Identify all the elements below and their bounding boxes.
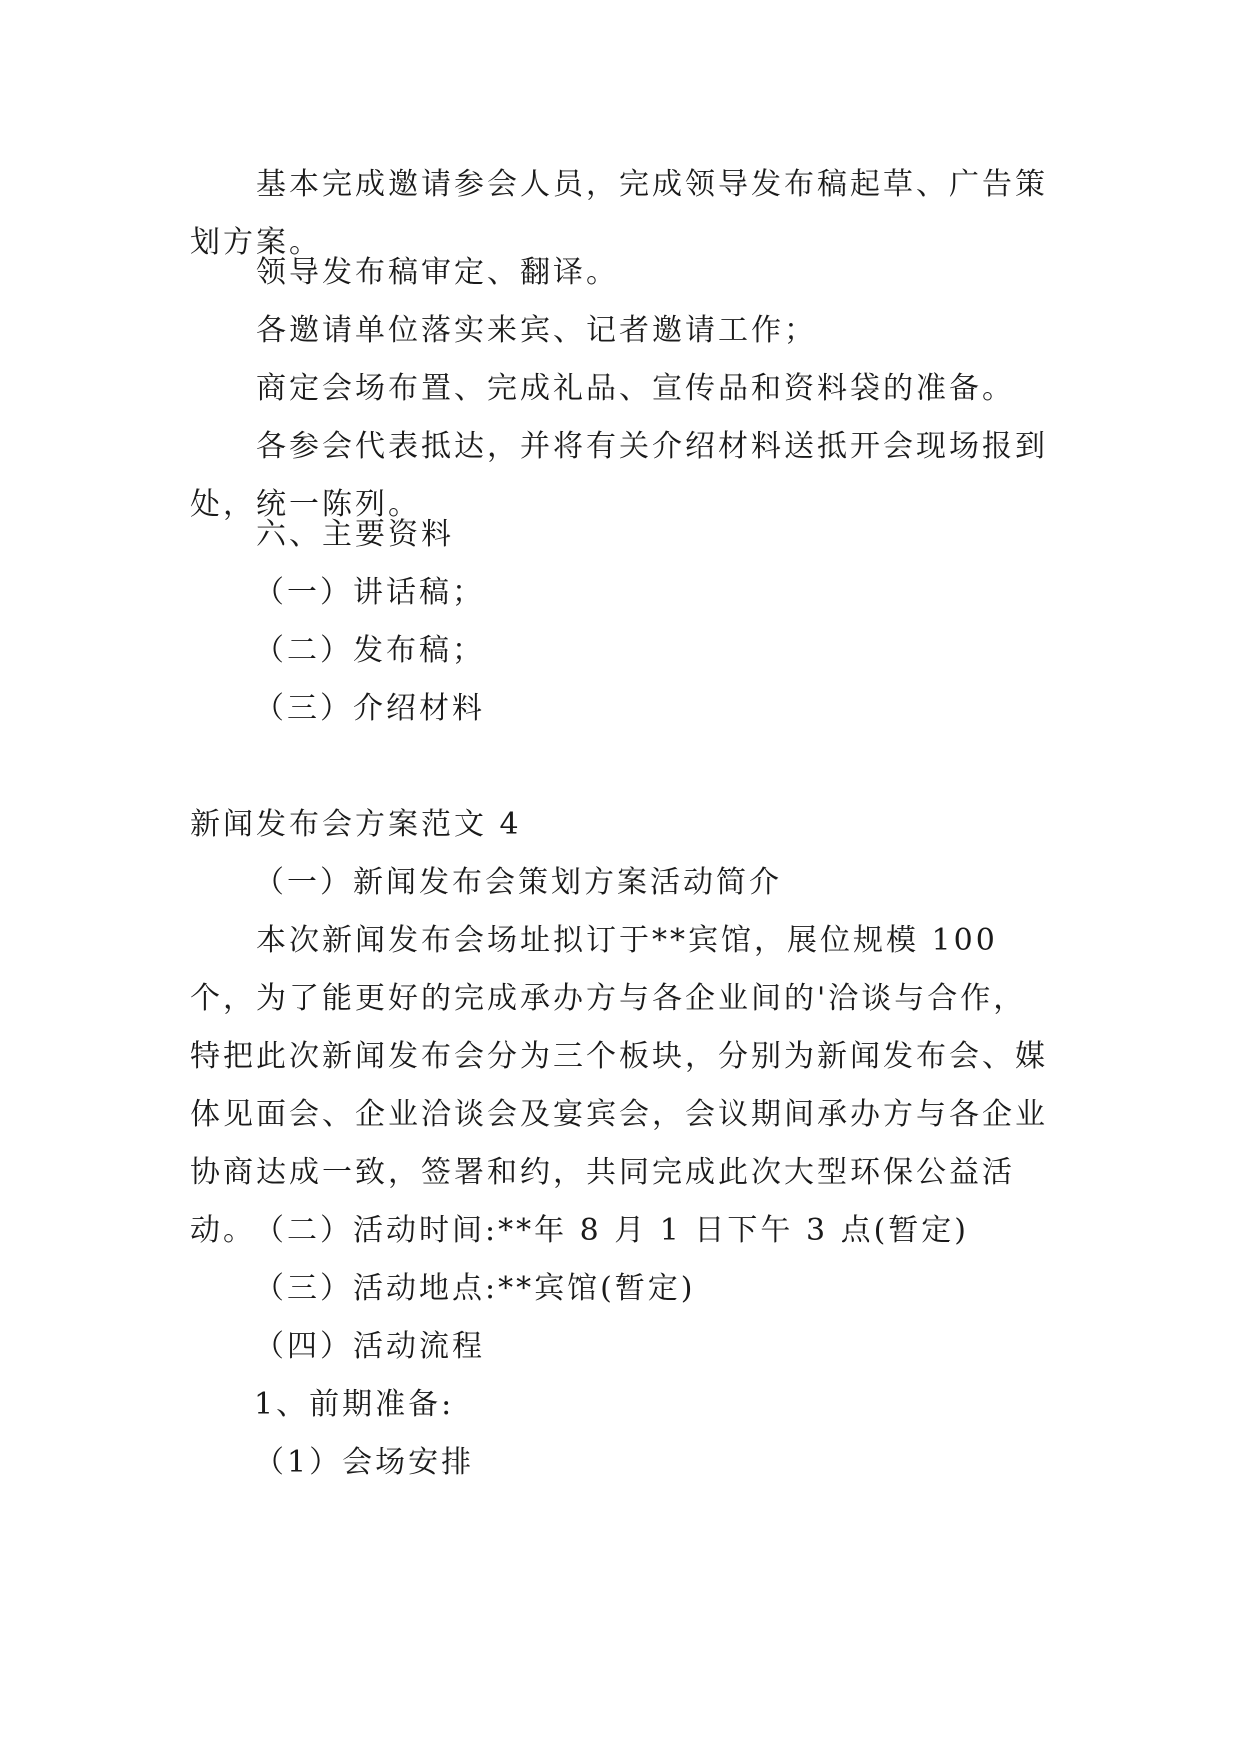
list-item-venue-arrangement: （1）会场安排 bbox=[254, 1445, 475, 1480]
list-item-speech: （一）讲话稿； bbox=[254, 575, 485, 610]
list-item-intro-materials: （三）介绍材料 bbox=[254, 691, 485, 726]
paragraph-guest-invite: 各邀请单位落实来宾、记者邀请工作； bbox=[256, 313, 817, 348]
list-item-preparation: 1、前期准备: bbox=[254, 1387, 455, 1422]
subheading-activity-intro: （一）新闻发布会策划方案活动简介 bbox=[254, 865, 782, 900]
paragraph-representatives-arrive: 各参会代表抵达，并将有关介绍材料送抵开会现场报到处，统一陈列。 bbox=[190, 429, 1048, 522]
paragraph-activity-description: 本次新闻发布会场址拟订于**宾馆，展位规模 100 个，为了能更好的完成承办方与各企业间的'洽谈与合作，特把此次新闻发布会分为三个板块，分别为新闻发布会、媒体见面会、企业洽谈会及宴宾会，会议期间承办方与各企业协商达成一致，签署和约，共同完成此次大型环保公益活动。 bbox=[190, 923, 1048, 1248]
section-heading-main-materials: 六、主要资料 bbox=[256, 517, 454, 552]
subheading-activity-process: （四）活动流程 bbox=[254, 1329, 485, 1364]
paragraph-venue-setup: 商定会场布置、完成礼品、宣传品和资料袋的准备。 bbox=[256, 371, 1015, 406]
subheading-activity-time: （二）活动时间:**年 8 月 1 日下午 3 点(暂定) bbox=[254, 1213, 969, 1248]
paragraph-draft-review: 领导发布稿审定、翻译。 bbox=[256, 255, 619, 290]
document-title: 新闻发布会方案范文 4 bbox=[190, 807, 522, 842]
subheading-activity-location: （三）活动地点:**宾馆(暂定) bbox=[254, 1271, 696, 1306]
list-item-release: （二）发布稿； bbox=[254, 633, 485, 668]
paragraph-invite-complete: 基本完成邀请参会人员，完成领导发布稿起草、广告策划方案。 bbox=[190, 167, 1048, 260]
